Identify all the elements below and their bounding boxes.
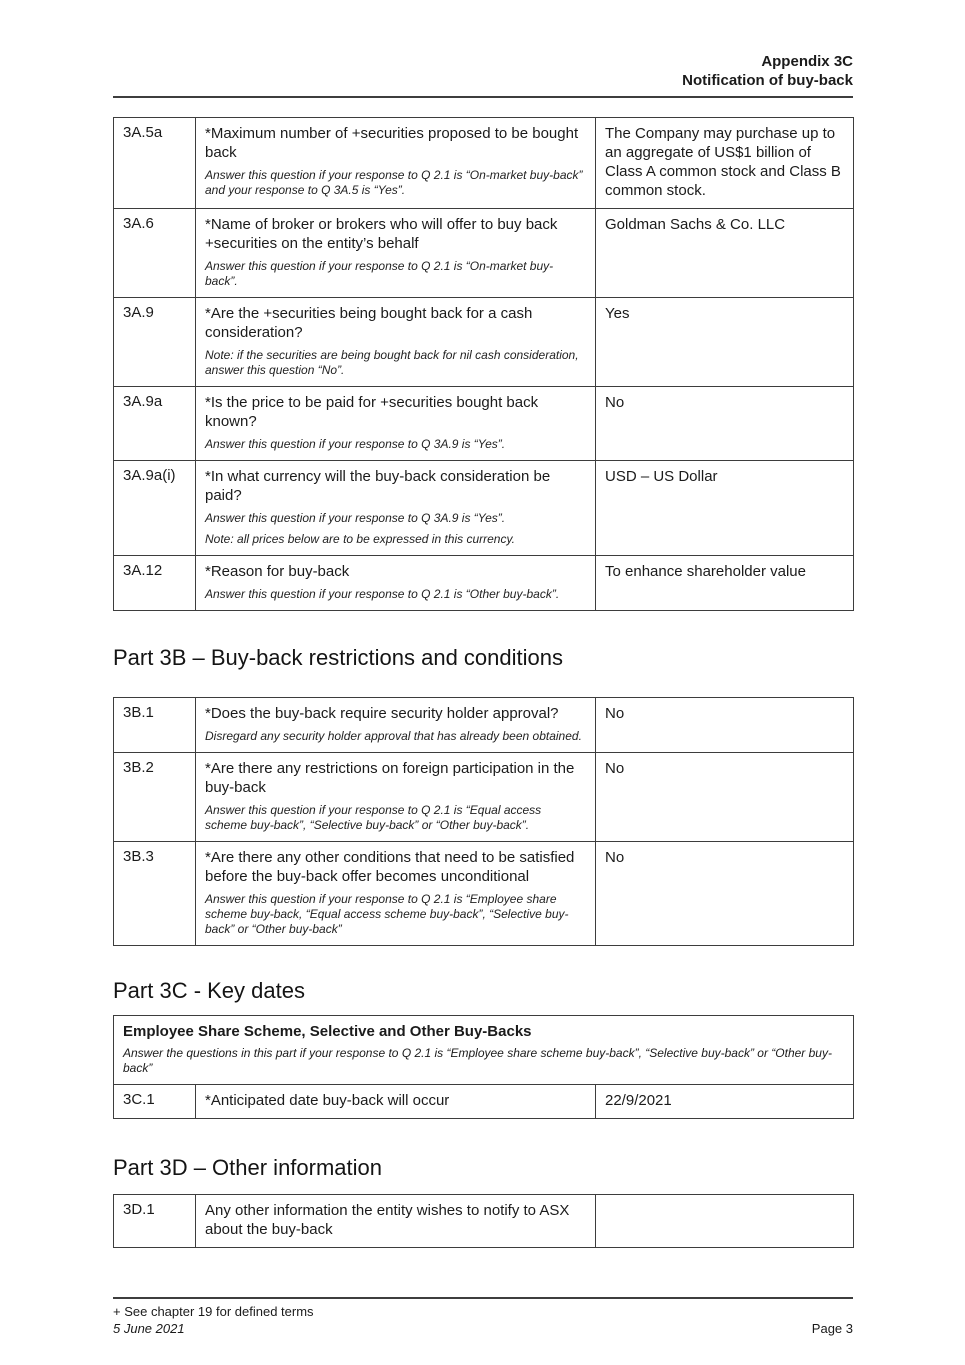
question-text: *Maximum number of +securities proposed to be bought back bbox=[205, 125, 579, 161]
question-id-cell: 3A.5a bbox=[114, 118, 196, 209]
question-text: *Are the +securities being bought back for a cash consideration? bbox=[205, 305, 533, 341]
question-note: Answer this question if your response to Q 2.1 is “On-market buy-back”. bbox=[205, 259, 554, 288]
question-text: *Reason for buy-back bbox=[205, 563, 350, 580]
group-title: Employee Share Scheme, Selective and Other Buy-Backs bbox=[123, 1023, 532, 1040]
answer-cell: To enhance shareholder value bbox=[596, 556, 854, 611]
table-row bbox=[114, 753, 854, 842]
answer-cell: No bbox=[596, 842, 854, 946]
question-note: Answer this question if your response to Q 2.1 is “On-market buy-back” and your response to Q 3A.5 is “Yes”. bbox=[205, 168, 583, 197]
question-note: Answer this question if your response to Q 3A.9 is “Yes”. bbox=[205, 437, 506, 451]
question-id-cell: 3B.1 bbox=[114, 698, 196, 753]
question-cell bbox=[196, 698, 596, 753]
question-cell bbox=[196, 1085, 596, 1119]
appendix-title: Appendix 3C bbox=[761, 53, 853, 70]
answer-cell: No bbox=[596, 698, 854, 753]
question-cell bbox=[196, 461, 596, 556]
question-text: *Does the buy-back require security holder approval? bbox=[205, 705, 559, 722]
answer-cell: USD – US Dollar bbox=[596, 461, 854, 556]
question-note: Answer this question if your response to Q 2.1 is “Equal access scheme buy-back”, “Selective buy-back” or “Other buy-back”. bbox=[205, 803, 542, 832]
part-3c-heading: Part 3C - Key dates bbox=[113, 978, 305, 1003]
question-note: Note: if the securities are being bought back for nil cash consideration, answer this question “No”. bbox=[205, 348, 579, 377]
question-text: *Are there any other conditions that need to be satisfied before the buy-back offer becomes unconditional bbox=[205, 849, 575, 885]
question-note: Disregard any security holder approval that has already been obtained. bbox=[205, 729, 582, 743]
question-cell bbox=[196, 118, 596, 209]
group-header-row bbox=[114, 1016, 854, 1085]
question-text: *Is the price to be paid for +securities bought back known? bbox=[205, 394, 539, 430]
part3d-table bbox=[113, 1194, 854, 1248]
question-cell bbox=[196, 842, 596, 946]
part3b-table bbox=[113, 697, 854, 946]
question-cell bbox=[196, 1195, 596, 1248]
question-cell bbox=[196, 209, 596, 298]
answer-cell: No bbox=[596, 387, 854, 461]
question-id-cell: 3D.1 bbox=[114, 1195, 196, 1248]
answer-cell: Goldman Sachs & Co. LLC bbox=[596, 209, 854, 298]
answer-cell: 22/9/2021 bbox=[596, 1085, 854, 1119]
table-row bbox=[114, 842, 854, 946]
group-header-cell bbox=[114, 1016, 854, 1085]
footer-date: 5 June 2021 bbox=[113, 1321, 185, 1336]
table-row bbox=[114, 298, 854, 387]
question-id-cell: 3A.6 bbox=[114, 209, 196, 298]
document-title: Notification of buy-back bbox=[682, 72, 853, 89]
question-id-cell: 3A.12 bbox=[114, 556, 196, 611]
question-text: *Name of broker or brokers who will offer to buy back +securities on the entity’s behalf bbox=[205, 216, 558, 252]
question-cell bbox=[196, 753, 596, 842]
question-text: Any other information the entity wishes to notify to ASX about the buy-back bbox=[205, 1202, 570, 1238]
question-note: Note: all prices below are to be expressed in this currency. bbox=[205, 532, 515, 546]
part3a-table bbox=[113, 117, 854, 611]
question-id-cell: 3B.2 bbox=[114, 753, 196, 842]
table-row bbox=[114, 698, 854, 753]
document-footer bbox=[113, 1297, 853, 1337]
part-3d-heading: Part 3D – Other information bbox=[113, 1155, 383, 1180]
question-text: *Anticipated date buy-back will occur bbox=[205, 1092, 450, 1109]
table-row bbox=[114, 387, 854, 461]
question-cell bbox=[196, 298, 596, 387]
answer-cell: The Company may purchase up to an aggregate of US$1 billion of Class A common stock and Class B common stock. bbox=[596, 118, 854, 209]
question-note: Answer this question if your response to Q 3A.9 is “Yes”. bbox=[205, 511, 506, 525]
table-row bbox=[114, 461, 854, 556]
defined-terms-note: + See chapter 19 for defined terms bbox=[113, 1304, 314, 1319]
table-row bbox=[114, 1085, 854, 1119]
question-id-cell: 3B.3 bbox=[114, 842, 196, 946]
part3c-table bbox=[113, 1015, 854, 1119]
table-row bbox=[114, 1195, 854, 1248]
answer-cell: No bbox=[596, 753, 854, 842]
question-id-cell: 3C.1 bbox=[114, 1085, 196, 1119]
answer-cell bbox=[596, 1195, 854, 1248]
question-id-cell: 3A.9 bbox=[114, 298, 196, 387]
question-cell bbox=[196, 387, 596, 461]
part-3b-heading: Part 3B – Buy-back restrictions and conditions bbox=[113, 645, 564, 670]
table-row bbox=[114, 118, 854, 209]
question-cell bbox=[196, 556, 596, 611]
document-header bbox=[113, 52, 853, 98]
question-id-cell: 3A.9a bbox=[114, 387, 196, 461]
page-number: Page 3 bbox=[811, 1321, 853, 1336]
question-text: *In what currency will the buy-back consideration be paid? bbox=[205, 468, 551, 504]
table-row bbox=[114, 556, 854, 611]
group-note: Answer the questions in this part if your response to Q 2.1 is “Employee share scheme buy-back”, “Selective buy-back” or “Other buy-back” bbox=[123, 1046, 832, 1075]
question-text: *Are there any restrictions on foreign participation in the buy-back bbox=[205, 760, 575, 796]
question-id-cell: 3A.9a(i) bbox=[114, 461, 196, 556]
table-row bbox=[114, 209, 854, 298]
question-note: Answer this question if your response to Q 2.1 is “Employee share scheme buy-back, “Equal access scheme buy-back”, “Selective buy-back” or “Other buy-back” bbox=[205, 892, 569, 936]
answer-cell: Yes bbox=[596, 298, 854, 387]
question-note: Answer this question if your response to Q 2.1 is “Other buy-back”. bbox=[205, 587, 560, 601]
